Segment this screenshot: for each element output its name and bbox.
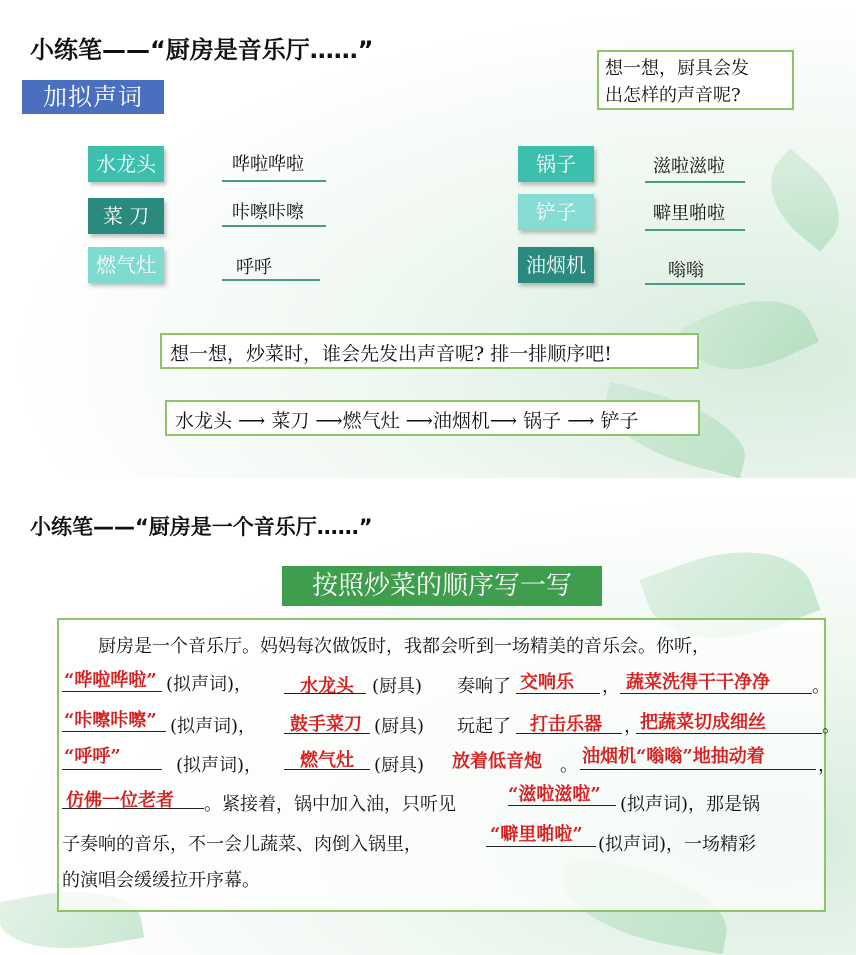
passage-text: (拟声词)，	[176, 755, 263, 776]
section-tag: 加拟声词	[22, 80, 164, 114]
slide-divider	[0, 478, 856, 490]
blank-line	[636, 733, 822, 734]
utensil-chip: 菜 刀	[88, 198, 164, 234]
passage-text: 。	[560, 755, 578, 776]
leaf-decoration	[681, 278, 819, 392]
filled-blank: 蔬菜洗得干干净净	[626, 672, 770, 693]
sound-word: 滋啦滋啦	[653, 156, 725, 177]
passage-text: (拟声词)，	[170, 716, 257, 737]
page-title: 小练笔——“厨房是音乐厅……”	[30, 36, 374, 64]
filled-blank: 油烟机“嗡嗡”地抽动着	[582, 746, 765, 767]
sound-word: 嗡嗡	[668, 260, 704, 281]
page-title: 小练笔——“厨房是一个音乐厅……”	[30, 515, 373, 539]
underline	[222, 225, 326, 227]
underline	[645, 229, 745, 231]
blank-line	[284, 733, 370, 734]
section-tag: 按照炒菜的顺序写一写	[282, 566, 602, 606]
order-answer: 水龙头 ⟶ 菜刀 ⟶燃气灶 ⟶油烟机⟶ 锅子 ⟶ 铲子	[165, 400, 700, 436]
utensil-chip: 铲子	[518, 194, 594, 230]
blank-line	[516, 693, 600, 694]
filled-blank: 仿佛一位老者	[66, 790, 174, 811]
underline	[645, 181, 745, 183]
blank-line	[508, 805, 616, 806]
sound-word: 咔嚓咔嚓	[232, 202, 304, 223]
filled-blank: “噼里啪啦”	[490, 824, 583, 845]
filled-blank: “呼呼”	[64, 746, 121, 767]
passage-text: 。	[812, 676, 830, 697]
filled-blank: 打击乐器	[530, 714, 602, 735]
passage-text: 。紧接着，锅中加入油，只听见	[204, 794, 456, 815]
sound-word: 哗啦哗啦	[232, 154, 304, 175]
blank-line	[516, 733, 622, 734]
passage-text: 厨房是一个音乐厅。妈妈每次做饭时，我都会听到一场精美的音乐会。你听，	[98, 636, 710, 657]
passage-text: (厨具)	[372, 676, 423, 697]
filled-blank: “滋啦滋啦”	[508, 784, 601, 805]
filled-blank: 燃气灶	[300, 750, 354, 771]
utensil-chip: 燃气灶	[88, 247, 164, 283]
passage-text: (拟声词)，一场精彩	[598, 834, 757, 855]
underline	[645, 283, 745, 285]
passage-text: 的演唱会缓缓拉开序幕。	[62, 870, 260, 891]
passage-text: 。	[822, 716, 840, 737]
filled-blank: “哗啦哗啦”	[64, 670, 157, 691]
sound-word: 噼里啪啦	[653, 203, 725, 224]
passage-text: (拟声词)，	[166, 674, 253, 695]
passage-text: (厨具)	[374, 755, 425, 776]
filled-blank: 水龙头	[300, 676, 354, 697]
underline	[222, 180, 326, 182]
order-question: 想一想，炒菜时，谁会先发出声音呢? 排一排顺序吧!	[160, 333, 699, 369]
blank-line	[486, 846, 596, 847]
blank-line	[62, 691, 162, 692]
filled-blank: 把蔬菜切成细丝	[640, 712, 766, 733]
utensil-chip: 锅子	[518, 146, 594, 182]
blank-line	[580, 769, 816, 770]
blank-line	[62, 808, 204, 809]
passage-text: 奏响了	[457, 676, 511, 697]
passage-text: 子奏响的音乐，不一会儿蔬菜、肉倒入锅里，	[62, 834, 422, 855]
passage-text: ，	[624, 716, 642, 737]
sound-word: 呼呼	[236, 257, 272, 278]
passage-text: (厨具)	[374, 716, 425, 737]
filled-blank: 放着低音炮	[452, 751, 542, 772]
underline	[222, 279, 320, 281]
passage-text: ，	[818, 755, 836, 776]
hint-box	[597, 50, 794, 110]
filled-blank: “咔嚓咔嚓”	[64, 710, 157, 731]
hint-line: 想一想，厨具会发	[605, 58, 749, 79]
blank-line	[284, 693, 366, 694]
filled-blank: 鼓手菜刀	[290, 714, 362, 735]
blank-line	[62, 769, 162, 770]
utensil-chip: 水龙头	[88, 146, 164, 182]
leaf-decoration	[751, 148, 856, 252]
passage-text: ，	[602, 676, 620, 697]
blank-line	[284, 769, 370, 770]
hint-line: 出怎样的声音呢?	[605, 85, 741, 106]
blank-line	[62, 731, 166, 732]
blank-line	[620, 693, 812, 694]
passage-text: 玩起了	[457, 716, 511, 737]
passage-text: (拟声词)，那是锅	[620, 794, 761, 815]
utensil-chip: 油烟机	[518, 247, 594, 283]
filled-blank: 交响乐	[520, 672, 574, 693]
